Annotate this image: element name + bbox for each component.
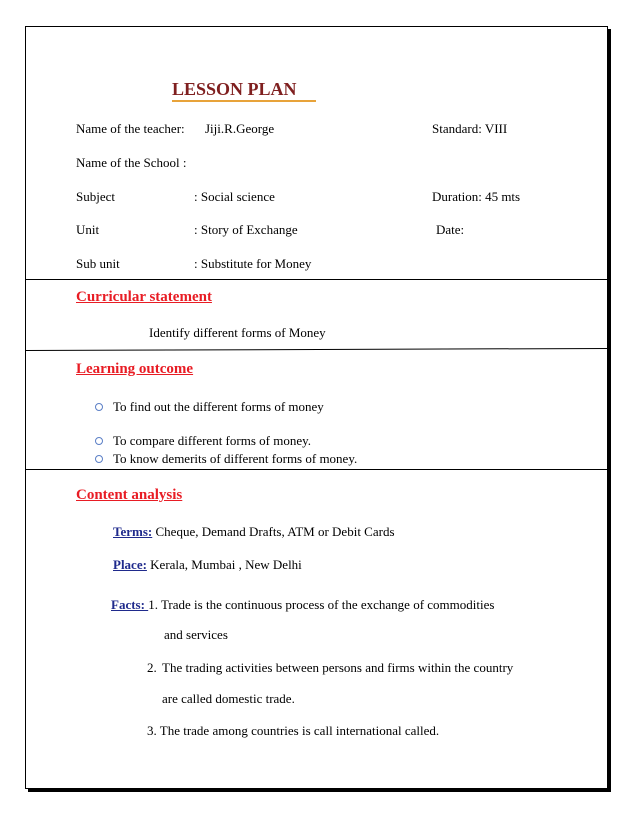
- title-underline: [172, 100, 316, 102]
- fact-2-text: The trading activities between persons and firms within the country: [162, 660, 514, 675]
- terms-value: Cheque, Demand Drafts, ATM or Debit Cards: [152, 524, 395, 539]
- date-label: Date:: [436, 222, 465, 237]
- unit-value: : Story of Exchange: [194, 222, 298, 237]
- divider-3: [25, 469, 610, 470]
- subunit-label: Sub unit: [76, 256, 120, 271]
- bullet-icon: [95, 455, 103, 463]
- fact-1-text: Trade is the continuous process of the exchange of commodities: [157, 597, 495, 612]
- fact-2-number: 2.: [147, 660, 157, 675]
- learning-item-2: To compare different forms of money.: [113, 433, 311, 448]
- subject-value: : Social science: [194, 189, 275, 204]
- bullet-icon: [95, 403, 103, 411]
- place-value: Kerala, Mumbai , New Delhi: [146, 557, 302, 572]
- subject-label: Subject: [76, 189, 115, 204]
- teacher-value: Jiji.R.George: [205, 121, 275, 136]
- place-label: Place:: [113, 557, 147, 572]
- terms-line: [113, 524, 395, 540]
- teacher-label: Name of the teacher:: [76, 121, 185, 136]
- fact-1-continuation: and services: [164, 627, 228, 642]
- curricular-statement: Identify different forms of Money: [149, 325, 326, 340]
- fact-1-line: [111, 597, 494, 613]
- content-heading: Content analysis: [76, 487, 183, 503]
- learning-item-3: To know demerits of different forms of money.: [113, 451, 358, 466]
- standard-text: Standard: VIII: [432, 121, 508, 136]
- place-line: [113, 557, 302, 573]
- learning-heading: Learning outcome: [76, 361, 194, 377]
- subunit-value: : Substitute for Money: [194, 256, 312, 271]
- curricular-heading: Curricular statement: [76, 289, 212, 305]
- page-title: LESSON PLAN: [172, 79, 297, 99]
- duration-text: Duration: 45 mts: [432, 189, 521, 204]
- learning-item-1: To find out the different forms of money: [113, 399, 324, 414]
- unit-label: Unit: [76, 222, 100, 237]
- fact-2-continuation: are called domestic trade.: [162, 691, 295, 706]
- divider-1: [25, 279, 610, 280]
- fact-3-text: 3. The trade among countries is call international called.: [147, 723, 440, 738]
- bullet-icon: [95, 437, 103, 445]
- fact-1-number: 1.: [148, 597, 158, 612]
- terms-label: Terms:: [113, 524, 153, 539]
- facts-label: Facts:: [111, 597, 149, 612]
- school-label: Name of the School :: [76, 155, 187, 170]
